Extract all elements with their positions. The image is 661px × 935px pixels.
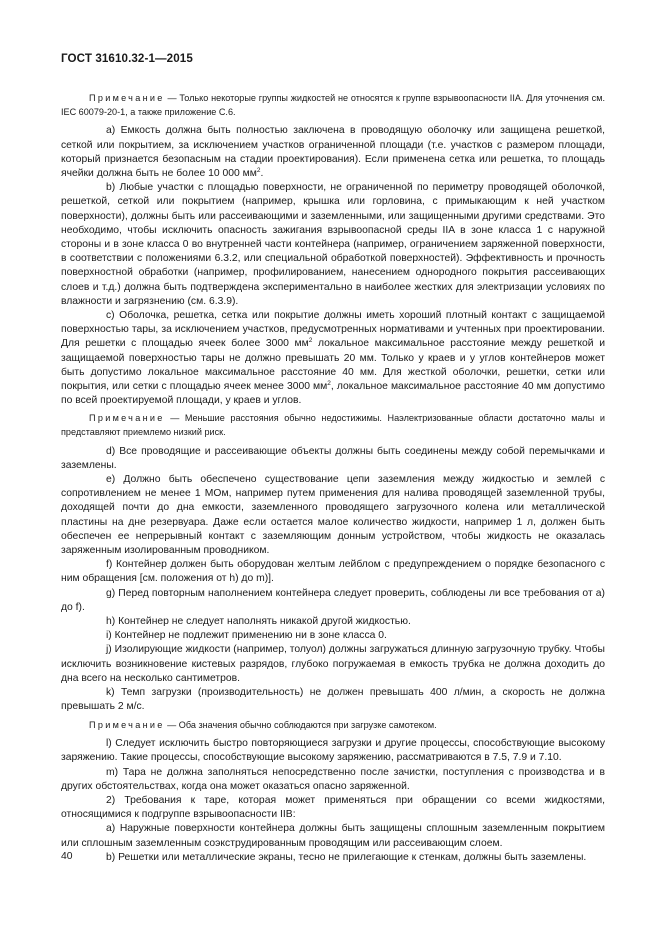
item-l: l) Следует исключить быстро повторяющиеся загрузки и другие процессы, способствующие высокому заряжению. Такие процессы, способствующие высокому заряжению, рассматриваются в 7.5, 7.9 и 7.10. [61,738,605,764]
item-k: k) Темп загрузки (производительность) не должен превышать 400 л/мин, а скорость не должна превышать 2 м/с. [61,687,605,713]
note-label: Примечание [89,93,165,104]
note-3 [61,719,605,733]
note-2 [61,412,605,439]
note-label: Примечание [89,719,165,730]
note-1 [61,92,605,119]
item-2a: a) Наружные поверхности контейнера должны быть защищены сплошным заземленным покрытием или сплошным заземленным соэкструдированным проводящим или рассеивающим слоем. [61,823,605,849]
note-text: — Только некоторые группы жидкостей не относятся к группе взрывоопасности IIA. Для уточнения см. IEC 60079-20-1, а также приложение С.6. [61,93,605,117]
item-i: i) Контейнер не подлежит применению ни в зоне класса 0. [106,630,387,642]
item-2b: b) Решетки или металлические экраны, тесно не прилегающие к стенкам, должны быть заземлены. [106,851,587,863]
item-f: f) Контейнер должен быть оборудован желтым лейблом с предупреждением о порядке безопасного с ним обращения [см. положения от h) до m)]. [61,559,605,585]
note-text: — Меньшие расстояния обычно недостижимы. Наэлектризованные области достаточно малы и представляют приемлемо низкий риск. [61,413,605,438]
item-a: a) Емкость должна быть полностью заключена в проводящую оболочку или защищена решеткой, сеткой или покрытием, за исключением участков ограниченной площади (т.е. участков с размером площади, который признается безопасным на стадии проектирования). Если применена сетка или решетка, то площадь ячейки должна быть не более 10 000 $мм^2$. [61,125,605,179]
note-label: Примечание [89,413,165,424]
item-b: b) Любые участки с площадью поверхности, не ограниченной по периметру проводящей оболочкой, решеткой, сеткой или покрытием (например, крышка или горловина, с примыкающим к ней участком поверхности), должны быть или рассеивающими и заземленными, или защищенными другими средствами. Это необходимо, чтобы исключить опасность зажигания взрывоопасной среды IIA в зоне класса 1 с наружной стороны и в зоне класса 0 во внутренней части контейнера (например, ограничением заряженной поверхности, в соответствии с положениями 6.3.2, или специальной обработкой поверхностей). Эффективность и прочность поверхностной обработки (например, профилированием, нанесением однородного покрытия рассеивающих слоев и т.д.) должна быть подтверждена экспериментально в наиболее жестких для электризации условиях по влажности и загрязнению (см. 6.3.9). [61,182,605,307]
item-2: 2) Требования к таре, которая может применяться при обращении со всеми жидкостями, относящимися к подгруппе взрывоопасности IIB: [61,794,605,821]
item-c: c) Оболочка, решетка, сетка или покрытие должны иметь хороший плотный контакт с защищаемой поверхностью тары, за исключением участков, предусмотренных нормативами и учтенных при проектировании. Для решетки с площадью ячеек более 3000 $мм^2$ локальное максимальное расстояние между решеткой и защищаемой поверхностью тары не должно превышать 20 мм. Только у краев и у углов контейнеров может быть допустимо локальное максимальное расстояние 40 мм. Для жесткой оболочки, решетки, сетки или покрытия, или сетки с площадью ячеек менее 3000 $мм^2$, локальное максимальное расстояние 40 мм допустимо по всей проектируемой площади, у краев и углов. [61,310,605,407]
note-text: — Оба значения обычно соблюдаются при загрузке самотеком. [164,719,437,730]
page-number: 40 [61,851,73,862]
item-d: d) Все проводящие и рассеивающие объекты должны быть соединены между собой перемычками и заземлены. [61,445,605,471]
item-j: j) Изолирующие жидкости (например, толуол) должны загружаться длинную загрузочную трубку. Чтобы исключить возникновение кистевых разрядов, глубоко погружаемая в емкость трубка не должна доходить до дна всего на несколько сантиметров. [61,644,605,684]
item-m: m) Тара не должна заполняться непосредственно после зачистки, поступления с производства и в других обстоятельствах, когда она может оказаться опасно заряженной. [61,766,605,792]
item-g: g) Перед повторным наполнением контейнера следует проверить, соблюдены ли все требования от a) до f). [61,587,605,613]
item-h: h) Контейнер не следует наполнять никакой другой жидкостью. [106,616,411,628]
document-header: ГОСТ 31610.32-1—2015 [61,52,193,65]
item-e: e) Должно быть обеспечено существование цепи заземления между жидкостью и землей с сопротивлением не менее 1 МОм, например путем применения для налива проводящей заземленной трубы, доходящей почти до дна емкости, заземленного проводящего загрузочного колена или металлической пластины на дне резервуара. Даже если остается малое количество жидкости, например 1 л, должен быть обеспечен ее непрерывный контакт с заземляющим донным устройством, чтобы жидкость не оказалась заряженным изолированным проводником. [61,474,605,557]
